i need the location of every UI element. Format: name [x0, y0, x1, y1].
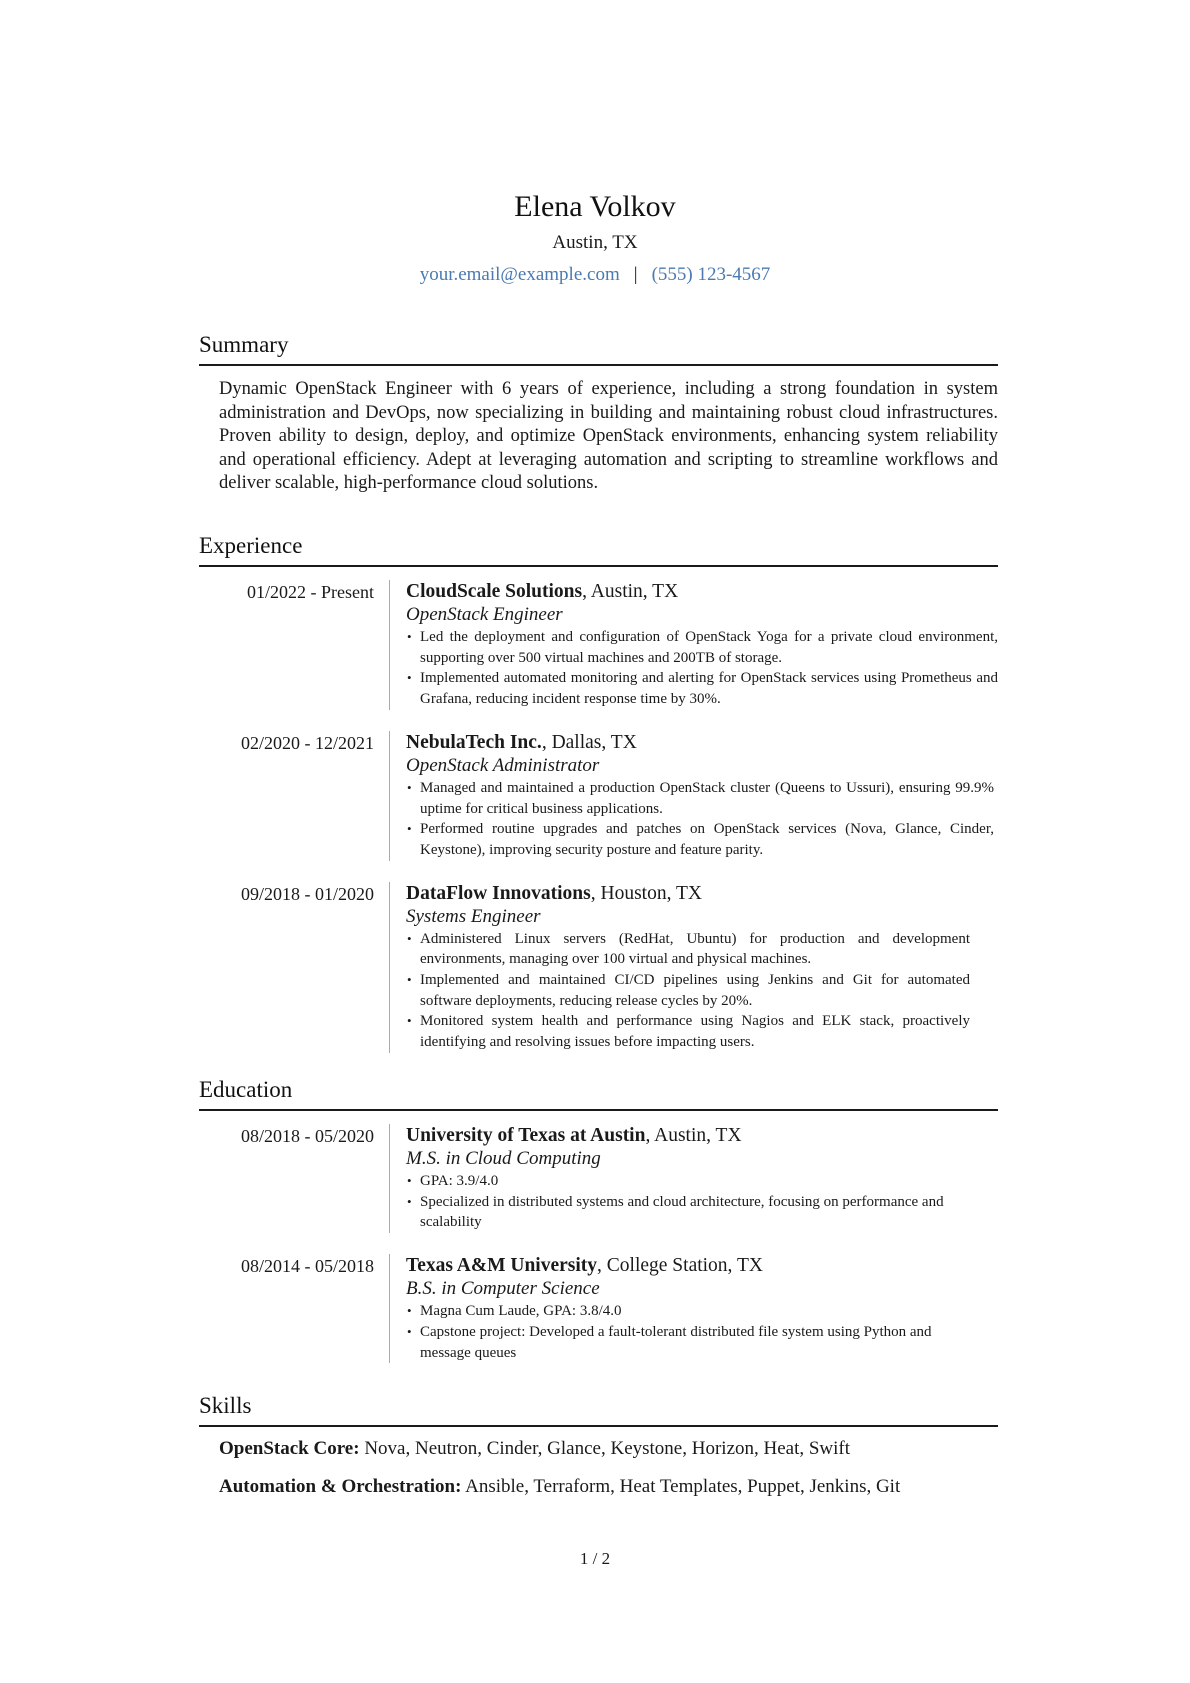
skill-value: Nova, Neutron, Cinder, Glance, Keystone, Horizon, Heat, Swift	[359, 1438, 851, 1459]
entry-title	[406, 882, 998, 905]
candidate-name: Elena Volkov	[514, 190, 676, 223]
entry-body	[406, 882, 998, 1053]
entry-org: CloudScale Solutions	[406, 581, 583, 602]
page-number: 1 / 2	[579, 1549, 611, 1568]
education-entry	[199, 1254, 998, 1363]
entry-place: , Dallas, TX	[541, 731, 637, 753]
entry-body	[406, 731, 998, 861]
section-rule	[199, 1425, 998, 1427]
entry-org: University of Texas at Austin	[406, 1125, 646, 1146]
phone-link[interactable]: (555) 123-4567	[651, 264, 771, 285]
summary-section	[199, 330, 998, 496]
entry-title	[406, 731, 998, 754]
summary-text: Dynamic OpenStack Engineer with 6 years of experience, including a strong foundation in system administration and DevOps, now specializing in building and maintaining robust cloud infrastructures. Proven ability to design, deploy, and optimize OpenStack environments, enhancing system reliability and operational efficiency. Adept at leveraging automation and scripting to streamline workflows and deliver scalable, high-performance cloud solutions.	[219, 379, 998, 493]
entry-role: B.S. in Computer Science	[406, 1278, 600, 1300]
section-rule	[199, 1109, 998, 1111]
entry-title	[406, 580, 998, 603]
experience-entry	[199, 882, 998, 1053]
entry-bullets	[406, 627, 998, 710]
entry-divider	[389, 882, 390, 1053]
entry-org: Texas A&M University	[406, 1255, 598, 1277]
bullet-item: • GPA: 3.9/4.0	[406, 1171, 994, 1192]
skill-label: Automation & Orchestration:	[219, 1476, 462, 1497]
entry-title	[406, 1254, 998, 1277]
section-rule	[199, 364, 998, 366]
entry-role: OpenStack Administrator	[406, 754, 600, 776]
education-section	[199, 1075, 998, 1363]
candidate-location: Austin, TX	[552, 232, 638, 253]
bullet-item: • Magna Cum Laude, GPA: 3.8/4.0	[406, 1301, 984, 1322]
entry-role: M.S. in Cloud Computing	[406, 1148, 601, 1169]
resume-header	[0, 186, 1190, 288]
entry-org: NebulaTech Inc.	[406, 731, 542, 753]
entry-divider	[389, 731, 390, 861]
education-entry	[199, 1124, 998, 1233]
section-title: Education	[199, 1077, 293, 1102]
section-title: Summary	[199, 332, 289, 357]
entry-bullets	[406, 1171, 998, 1233]
skills-section	[199, 1391, 998, 1499]
entry-place: , College Station, TX	[597, 1255, 763, 1277]
bullet-item: • Implemented and maintained CI/CD pipelines using Jenkins and Git for automated software deployments, reducing release cycles by 20%.	[406, 970, 970, 1011]
entry-bullets	[406, 778, 998, 861]
entry-dates: 09/2018 - 01/2020	[241, 883, 374, 904]
bullet-item: • Monitored system health and performance using Nagios and ELK stack, proactively identifying and resolving issues before impacting users.	[406, 1011, 970, 1052]
entry-place: , Austin, TX	[582, 581, 679, 602]
skill-row	[219, 1437, 998, 1461]
contact-line	[0, 262, 1190, 288]
experience-entry	[199, 731, 998, 861]
entry-title	[406, 1124, 998, 1147]
entry-body	[406, 580, 998, 710]
skill-label: OpenStack Core:	[219, 1438, 360, 1459]
contact-separator: |	[633, 264, 638, 285]
section-title: Skills	[199, 1393, 252, 1418]
skill-row	[219, 1475, 998, 1499]
entry-dates: 02/2020 - 12/2021	[241, 732, 374, 753]
section-title: Experience	[199, 533, 303, 558]
entry-role: Systems Engineer	[406, 905, 541, 927]
experience-entry	[199, 580, 998, 710]
entry-dates: 08/2018 - 05/2020	[241, 1126, 374, 1146]
bullet-item: • Managed and maintained a production OpenStack cluster (Queens to Ussuri), ensuring 99.9% uptime for critical business applications.	[406, 778, 994, 819]
entry-divider	[389, 1124, 390, 1233]
entry-place: , Houston, TX	[590, 882, 702, 904]
email-link[interactable]: your.email@example.com	[419, 264, 620, 285]
bullet-item: • Led the deployment and configuration of OpenStack Yoga for a private cloud environment, supporting over 500 virtual machines and 200TB of storage.	[406, 627, 998, 668]
entry-divider	[389, 580, 390, 710]
entry-body	[406, 1124, 998, 1233]
entry-bullets	[406, 929, 998, 1053]
section-rule	[199, 565, 998, 567]
skill-value: Ansible, Terraform, Heat Templates, Puppet, Jenkins, Git	[461, 1476, 901, 1497]
bullet-item: • Specialized in distributed systems and cloud architecture, focusing on performance and scalability	[406, 1192, 994, 1233]
entry-org: DataFlow Innovations	[406, 882, 591, 904]
entry-bullets	[406, 1301, 998, 1363]
bullet-item: • Implemented automated monitoring and alerting for OpenStack services using Prometheus and Grafana, reducing incident response time by 30%.	[406, 668, 998, 709]
bullet-item: • Performed routine upgrades and patches on OpenStack services (Nova, Glance, Cinder, Keystone), improving security posture and feature parity.	[406, 819, 994, 860]
entry-place: , Austin, TX	[645, 1125, 742, 1146]
entry-body	[406, 1254, 998, 1363]
bullet-item: • Capstone project: Developed a fault-tolerant distributed file system using Python and message queues	[406, 1322, 984, 1363]
entry-dates: 01/2022 - Present	[247, 582, 374, 602]
entry-role: OpenStack Engineer	[406, 604, 563, 625]
experience-section	[199, 531, 998, 1053]
entry-dates: 08/2014 - 05/2018	[241, 1256, 374, 1277]
entry-divider	[389, 1254, 390, 1363]
bullet-item: • Administered Linux servers (RedHat, Ubuntu) for production and development environments, managing over 100 virtual and physical machines.	[406, 929, 970, 970]
